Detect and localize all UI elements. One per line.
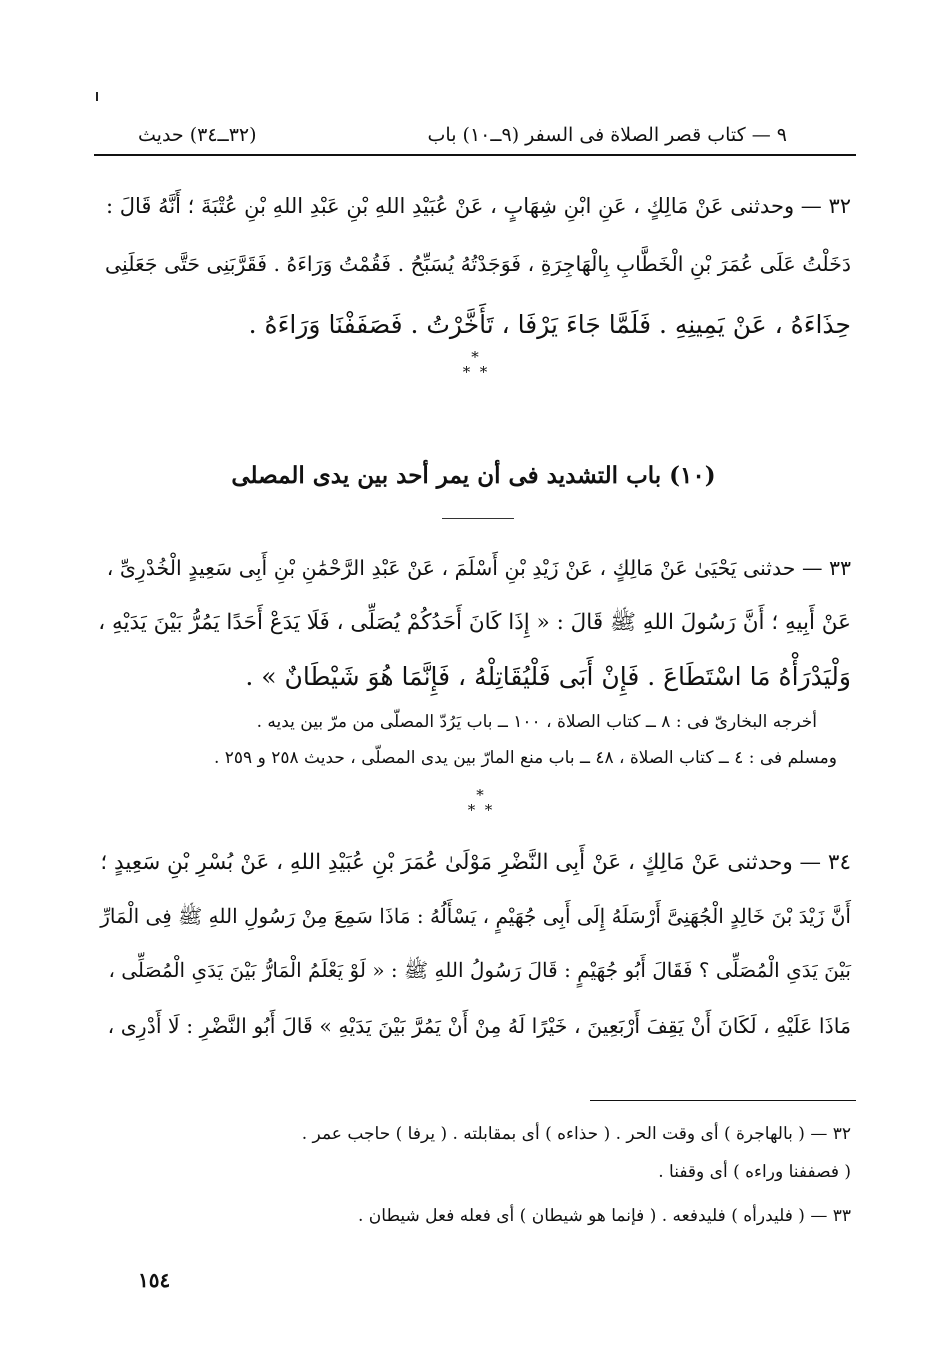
running-header-chapter: ٩ — كتاب قصر الصلاة فى السفر (٩ــ١٠) باب bbox=[427, 124, 787, 146]
footnote-32-b: ( فصففنا وراءه ) أى وقفنا . bbox=[658, 1162, 851, 1182]
hadith-32-line-1: ٣٢ — وحدثنى عَنْ مَالِكٍ ، عَنِ ابْنِ شِهَابٍ ، عَنْ عُبَيْدِ اللهِ بْنِ عَبْدِ اللهِ بْنِ عُتْبَةَ ؛ أَنَّهُ قَالَ : bbox=[105, 194, 851, 218]
margin-mark bbox=[96, 92, 98, 101]
footnote-32-a: ٣٢ — ( بالهاجرة ) أى وقت الحر . ( حذاءه ) أى بمقابلته . ( يرفا ) حاجب عمر . bbox=[301, 1124, 851, 1144]
footnote-rule bbox=[590, 1100, 856, 1101]
hadith-34-line-3: بَيْنَ يَدَىِ الْمُصَلِّى ؟ فَقَالَ أَبُو جُهَيْمٍ : قَالَ رَسُولُ اللهِ ﷺ : « لَوْ يَعْلَمُ الْمَارُّ بَيْنَ يَدَىِ الْمُصَلِّى ، bbox=[108, 958, 851, 982]
chapter-title: (١٠) باب التشديد فى أن يمر أحد بين يدى المصلى bbox=[231, 462, 716, 489]
separator-stars-1: * * * bbox=[462, 348, 488, 381]
takhrij-note-2: ومسلم فى : ٤ ــ كتاب الصلاة ، ٤٨ ــ باب منع المارّ بين يدى المصلّى ، حديث ٢٥٨ و ٢٥٩ . bbox=[213, 748, 837, 768]
hadith-34-line-4: مَاذَا عَلَيْهِ ، لَكَانَ أَنْ يَقِفَ أَرْبَعِينَ ، خَيْرًا لَهُ مِنْ أَنْ يَمُرَّ بَيْنَ يَدَيْهِ » قَالَ أَبُو النَّضْرِ : لَا أَدْرِى ، bbox=[107, 1014, 851, 1038]
header-rule bbox=[94, 154, 856, 156]
separator-stars-2: * * * bbox=[467, 786, 493, 819]
page-number: ١٥٤ bbox=[138, 1268, 171, 1292]
hadith-34-line-1: ٣٤ — وحدثنى عَنْ مَالِكٍ ، عَنْ أَبِى النَّضْرِ مَوْلَىٰ عُمَرَ بْنِ عُبَيْدِ اللهِ ، عَنْ بُسْرِ بْنِ سَعِيدٍ ؛ bbox=[100, 850, 851, 875]
hadith-34-line-2: أَنَّ زَيْدَ بْنَ خَالِدٍ الْجُهَنِىَّ أَرْسَلَهُ إِلَى أَبِى جُهَيْمٍ ، يَسْأَلُهُ : مَاذَا سَمِعَ مِنْ رَسُولِ اللهِ ﷺ فِى الْمَارِّ bbox=[100, 904, 851, 928]
title-underline bbox=[442, 518, 514, 519]
takhrij-note-1: أخرجه البخارىّ فى : ٨ ــ كتاب الصلاة ، ١٠٠ ــ باب يَرُدّ المصلّى من مرّ بين يديه . bbox=[256, 712, 817, 732]
hadith-32-line-2: دَخَلْتُ عَلَى عُمَرَ بْنِ الْخَطَّابِ بِالْهَاجِرَةِ ، فَوَجَدْتُهُ يُسَبِّحُ . فَقُمْتُ وَرَاءَهُ . فَقَرَّبَنِى حَتَّى جَعَلَنِى bbox=[104, 252, 851, 276]
footnote-33: ٣٣ — ( فليدرأه ) فليدفعه . ( فإنما هو شيطان ) أى فعله فعل شيطان . bbox=[357, 1206, 851, 1226]
hadith-33-line-1: ٣٣ — حدثنى يَحْيَىٰ عَنْ مَالِكٍ ، عَنْ زَيْدِ بْنِ أَسْلَمَ ، عَنْ عَبْدِ الرَّحْمَٰنِ بْنِ أَبِى سَعِيدٍ الْخُدْرِىِّ ، bbox=[106, 556, 851, 580]
hadith-33-line-2: عَنْ أَبِيهِ ؛ أَنَّ رَسُولَ اللهِ ﷺ قَالَ : « إِذَا كَانَ أَحَدُكُمْ يُصَلِّى ، فَلَا يَدَعْ أَحَدًا يَمُرُّ بَيْنَ يَدَيْهِ ، bbox=[98, 610, 851, 635]
hadith-32-line-3: حِذَاءَهُ ، عَنْ يَمِينِهِ . فَلَمَّا جَاءَ يَرْفَا ، تَأَخَّرْتُ . فَصَفَفْنَا وَرَاءَهُ . bbox=[248, 310, 851, 339]
running-header-hadith-range: (٣٢ــ٣٤) حديث bbox=[138, 124, 257, 146]
hadith-33-line-3: وَلْيَدْرَأْهُ مَا اسْتَطَاعَ . فَإِنْ أَبَى فَلْيُقَاتِلْهُ ، فَإِنَّمَا هُوَ شَيْطَانٌ » . bbox=[245, 662, 851, 691]
